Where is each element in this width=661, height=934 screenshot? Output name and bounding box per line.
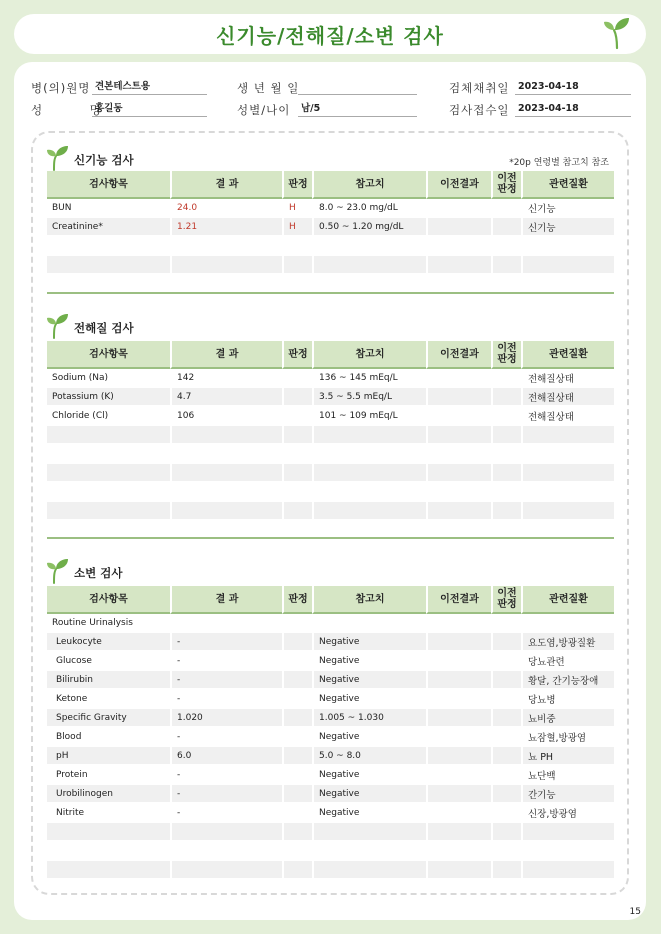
cell-item: Potassium (K)	[47, 388, 170, 407]
cell-item: Creatinine*	[47, 218, 170, 237]
cell-result	[170, 445, 282, 464]
cell-prev	[426, 388, 491, 407]
cell-flag	[282, 256, 312, 275]
cell-item	[47, 823, 170, 842]
cell-prev	[426, 256, 491, 275]
cell-prev-flag	[491, 502, 521, 521]
cell-disease	[521, 842, 614, 861]
cell-prev-flag	[491, 652, 521, 671]
table-row	[47, 804, 614, 823]
receive-label: 검사접수일	[449, 103, 510, 117]
cell-result	[170, 861, 282, 880]
cell-prev-flag	[491, 483, 521, 502]
column-header: 검사항목	[47, 341, 170, 369]
cell-result: 6.0	[170, 747, 282, 766]
column-header: 결 과	[170, 341, 282, 369]
cell-result: -	[170, 633, 282, 652]
table-header-row	[47, 341, 614, 369]
cell-ref: Negative	[312, 652, 426, 671]
cell-flag	[282, 728, 312, 747]
cell-flag	[282, 671, 312, 690]
table-row	[47, 426, 614, 445]
column-header: 결 과	[170, 586, 282, 614]
hospital-value: 견본테스트용	[92, 80, 207, 95]
cell-result	[170, 464, 282, 483]
cell-prev-flag	[491, 861, 521, 880]
cell-item: Specific Gravity	[47, 709, 170, 728]
cell-ref: 3.5 ~ 5.5 mEq/L	[312, 388, 426, 407]
cell-prev	[426, 823, 491, 842]
cell-item: pH	[47, 747, 170, 766]
cell-disease	[521, 614, 614, 633]
cell-prev	[426, 199, 491, 218]
table-row	[47, 690, 614, 709]
cell-prev	[426, 369, 491, 388]
table-header-row	[47, 586, 614, 614]
cell-result	[170, 614, 282, 633]
sprout-icon	[46, 313, 70, 343]
table-header-row	[47, 171, 614, 199]
cell-prev-flag	[491, 785, 521, 804]
cell-prev	[426, 502, 491, 521]
collect-date: 2023-04-18	[515, 80, 631, 95]
cell-flag	[282, 747, 312, 766]
cell-flag: H	[282, 199, 312, 218]
cell-disease	[521, 464, 614, 483]
cell-disease	[521, 823, 614, 842]
cell-prev-flag	[491, 218, 521, 237]
cell-result: -	[170, 652, 282, 671]
cell-prev-flag	[491, 728, 521, 747]
cell-ref: Negative	[312, 671, 426, 690]
cell-prev-flag	[491, 369, 521, 388]
cell-result	[170, 483, 282, 502]
cell-prev	[426, 747, 491, 766]
table-row	[47, 709, 614, 728]
table-row	[47, 464, 614, 483]
cell-item: Chloride (Cl)	[47, 407, 170, 426]
section-title: 소변 검사	[74, 566, 123, 580]
cell-prev	[426, 785, 491, 804]
cell-ref: 0.50 ~ 1.20 mg/dL	[312, 218, 426, 237]
column-header: 관련질환	[521, 586, 614, 614]
cell-flag	[282, 369, 312, 388]
cell-item: Ketone	[47, 690, 170, 709]
cell-disease: 전해질상태	[521, 369, 614, 388]
cell-disease	[521, 426, 614, 445]
cell-flag	[282, 237, 312, 256]
cell-disease: 신기능	[521, 199, 614, 218]
cell-result	[170, 823, 282, 842]
table-row	[47, 407, 614, 426]
cell-ref: 101 ~ 109 mEq/L	[312, 407, 426, 426]
table-row	[47, 652, 614, 671]
cell-flag	[282, 842, 312, 861]
cell-result: -	[170, 728, 282, 747]
cell-flag: H	[282, 218, 312, 237]
cell-item: Protein	[47, 766, 170, 785]
table-row	[47, 218, 614, 237]
cell-disease: 간기능	[521, 785, 614, 804]
cell-result: 1.21	[170, 218, 282, 237]
section-divider	[47, 292, 614, 294]
cell-flag	[282, 804, 312, 823]
cell-flag	[282, 388, 312, 407]
cell-item: Blood	[47, 728, 170, 747]
table-row	[47, 785, 614, 804]
cell-ref: 5.0 ~ 8.0	[312, 747, 426, 766]
page-title: 신기능/전해질/소변 검사	[216, 23, 444, 48]
cell-item: Urobilinogen	[47, 785, 170, 804]
sexage-label: 성별/나이	[237, 103, 291, 117]
cell-flag	[282, 407, 312, 426]
cell-item	[47, 256, 170, 275]
cell-flag	[282, 709, 312, 728]
cell-result: 24.0	[170, 199, 282, 218]
cell-prev-flag	[491, 388, 521, 407]
cell-result	[170, 237, 282, 256]
cell-disease: 뇨단백	[521, 766, 614, 785]
cell-item: Bilirubin	[47, 671, 170, 690]
cell-disease	[521, 445, 614, 464]
birth-label: 생 년 월 일	[237, 81, 300, 95]
cell-item	[47, 426, 170, 445]
column-header: 이전결과	[426, 341, 491, 369]
cell-item: Leukocyte	[47, 633, 170, 652]
cell-disease	[521, 256, 614, 275]
cell-result: 106	[170, 407, 282, 426]
name-label: 성 명	[31, 103, 102, 117]
cell-disease	[521, 237, 614, 256]
cell-ref	[312, 464, 426, 483]
cell-ref	[312, 445, 426, 464]
cell-ref: Negative	[312, 633, 426, 652]
table-row	[47, 766, 614, 785]
cell-prev	[426, 766, 491, 785]
cell-disease: 당뇨병	[521, 690, 614, 709]
cell-ref: 1.005 ~ 1.030	[312, 709, 426, 728]
cell-ref	[312, 237, 426, 256]
cell-result	[170, 502, 282, 521]
cell-item	[47, 502, 170, 521]
cell-ref	[312, 614, 426, 633]
cell-prev	[426, 690, 491, 709]
cell-item: Sodium (Na)	[47, 369, 170, 388]
column-header: 이전 판정	[491, 586, 521, 614]
cell-ref: Negative	[312, 785, 426, 804]
table-row	[47, 237, 614, 256]
cell-prev	[426, 445, 491, 464]
cell-item	[47, 237, 170, 256]
cell-flag	[282, 766, 312, 785]
sprout-icon	[46, 558, 70, 588]
cell-flag	[282, 690, 312, 709]
cell-prev-flag	[491, 464, 521, 483]
cell-ref: Negative	[312, 728, 426, 747]
table-row	[47, 614, 614, 633]
column-header: 이전 판정	[491, 341, 521, 369]
page-number: 15	[629, 907, 641, 917]
sexage-value: 남/5	[298, 102, 417, 117]
column-header: 이전 판정	[491, 171, 521, 199]
column-header: 검사항목	[47, 586, 170, 614]
results-table	[47, 586, 614, 880]
cell-prev	[426, 483, 491, 502]
cell-flag	[282, 633, 312, 652]
cell-item: Routine Urinalysis	[47, 614, 170, 633]
cell-disease: 요도염,방광질환	[521, 633, 614, 652]
cell-disease: 전해질상태	[521, 407, 614, 426]
cell-item: Glucose	[47, 652, 170, 671]
column-header: 이전결과	[426, 171, 491, 199]
table-row	[47, 728, 614, 747]
table-row	[47, 369, 614, 388]
cell-disease: 신장,방광염	[521, 804, 614, 823]
cell-prev	[426, 652, 491, 671]
section-title: 전해질 검사	[74, 321, 134, 335]
cell-disease: 뇨 PH	[521, 747, 614, 766]
results-table	[47, 341, 614, 521]
sprout-icon	[602, 16, 632, 54]
cell-ref	[312, 426, 426, 445]
reference-note: *20p 연령별 참고치 참조	[509, 158, 609, 168]
section-divider	[47, 537, 614, 539]
table-row	[47, 747, 614, 766]
collect-label: 검체채취일	[449, 81, 510, 95]
column-header: 결 과	[170, 171, 282, 199]
cell-ref: 136 ~ 145 mEq/L	[312, 369, 426, 388]
cell-prev-flag	[491, 804, 521, 823]
cell-ref	[312, 842, 426, 861]
cell-prev	[426, 426, 491, 445]
cell-disease: 당뇨관련	[521, 652, 614, 671]
table-row	[47, 388, 614, 407]
cell-prev	[426, 709, 491, 728]
cell-item	[47, 445, 170, 464]
cell-result: 1.020	[170, 709, 282, 728]
cell-flag	[282, 502, 312, 521]
table-row	[47, 842, 614, 861]
cell-result: -	[170, 766, 282, 785]
column-header: 판정	[282, 341, 312, 369]
cell-prev-flag	[491, 709, 521, 728]
cell-result: -	[170, 804, 282, 823]
cell-result: -	[170, 690, 282, 709]
cell-prev	[426, 237, 491, 256]
cell-prev-flag	[491, 690, 521, 709]
cell-ref: Negative	[312, 690, 426, 709]
cell-disease	[521, 483, 614, 502]
cell-prev-flag	[491, 256, 521, 275]
table-row	[47, 445, 614, 464]
table-row	[47, 671, 614, 690]
cell-prev-flag	[491, 842, 521, 861]
cell-prev-flag	[491, 747, 521, 766]
column-header: 참고치	[312, 586, 426, 614]
column-header: 판정	[282, 586, 312, 614]
cell-prev-flag	[491, 633, 521, 652]
table-row	[47, 502, 614, 521]
cell-prev-flag	[491, 237, 521, 256]
column-header: 관련질환	[521, 341, 614, 369]
cell-prev-flag	[491, 614, 521, 633]
cell-ref	[312, 256, 426, 275]
cell-prev	[426, 464, 491, 483]
cell-prev	[426, 614, 491, 633]
table-row	[47, 633, 614, 652]
cell-flag	[282, 861, 312, 880]
name-value: 홍길동	[92, 102, 207, 117]
cell-prev-flag	[491, 823, 521, 842]
cell-disease: 뇨잠혈,방광염	[521, 728, 614, 747]
results-table	[47, 171, 614, 275]
cell-item	[47, 861, 170, 880]
section-header	[46, 558, 122, 588]
cell-item	[47, 842, 170, 861]
cell-prev-flag	[491, 445, 521, 464]
cell-result: -	[170, 671, 282, 690]
cell-prev	[426, 218, 491, 237]
cell-item: Nitrite	[47, 804, 170, 823]
cell-prev	[426, 861, 491, 880]
cell-ref	[312, 823, 426, 842]
column-header: 참고치	[312, 341, 426, 369]
cell-result	[170, 426, 282, 445]
cell-disease: 황달, 간기능장애	[521, 671, 614, 690]
cell-flag	[282, 652, 312, 671]
cell-prev	[426, 671, 491, 690]
cell-item	[47, 483, 170, 502]
cell-item	[47, 464, 170, 483]
cell-prev	[426, 804, 491, 823]
title-banner	[14, 14, 646, 54]
cell-flag	[282, 785, 312, 804]
cell-prev-flag	[491, 671, 521, 690]
cell-ref	[312, 502, 426, 521]
cell-prev	[426, 407, 491, 426]
cell-disease	[521, 861, 614, 880]
table-row	[47, 256, 614, 275]
cell-ref	[312, 483, 426, 502]
cell-prev	[426, 728, 491, 747]
cell-disease: 신기능	[521, 218, 614, 237]
cell-flag	[282, 823, 312, 842]
cell-disease: 전해질상태	[521, 388, 614, 407]
cell-result	[170, 842, 282, 861]
column-header: 검사항목	[47, 171, 170, 199]
cell-ref: Negative	[312, 804, 426, 823]
cell-flag	[282, 464, 312, 483]
column-header: 관련질환	[521, 171, 614, 199]
table-row	[47, 861, 614, 880]
cell-result: -	[170, 785, 282, 804]
receive-date: 2023-04-18	[515, 102, 631, 117]
table-row	[47, 823, 614, 842]
table-row	[47, 483, 614, 502]
cell-ref: Negative	[312, 766, 426, 785]
cell-ref	[312, 861, 426, 880]
birth-value	[298, 80, 417, 95]
cell-result	[170, 256, 282, 275]
column-header: 이전결과	[426, 586, 491, 614]
cell-result: 4.7	[170, 388, 282, 407]
cell-prev-flag	[491, 426, 521, 445]
section-title: 신기능 검사	[74, 153, 134, 167]
cell-prev-flag	[491, 199, 521, 218]
cell-result: 142	[170, 369, 282, 388]
cell-disease: 뇨비중	[521, 709, 614, 728]
cell-disease	[521, 502, 614, 521]
cell-prev-flag	[491, 407, 521, 426]
cell-flag	[282, 445, 312, 464]
cell-prev-flag	[491, 766, 521, 785]
column-header: 참고치	[312, 171, 426, 199]
section-header	[46, 313, 134, 343]
cell-prev	[426, 633, 491, 652]
cell-prev	[426, 842, 491, 861]
cell-flag	[282, 614, 312, 633]
hospital-label: 병(의)원명	[31, 81, 91, 95]
cell-ref: 8.0 ~ 23.0 mg/dL	[312, 199, 426, 218]
cell-flag	[282, 483, 312, 502]
cell-item: BUN	[47, 199, 170, 218]
column-header: 판정	[282, 171, 312, 199]
cell-flag	[282, 426, 312, 445]
table-row	[47, 199, 614, 218]
